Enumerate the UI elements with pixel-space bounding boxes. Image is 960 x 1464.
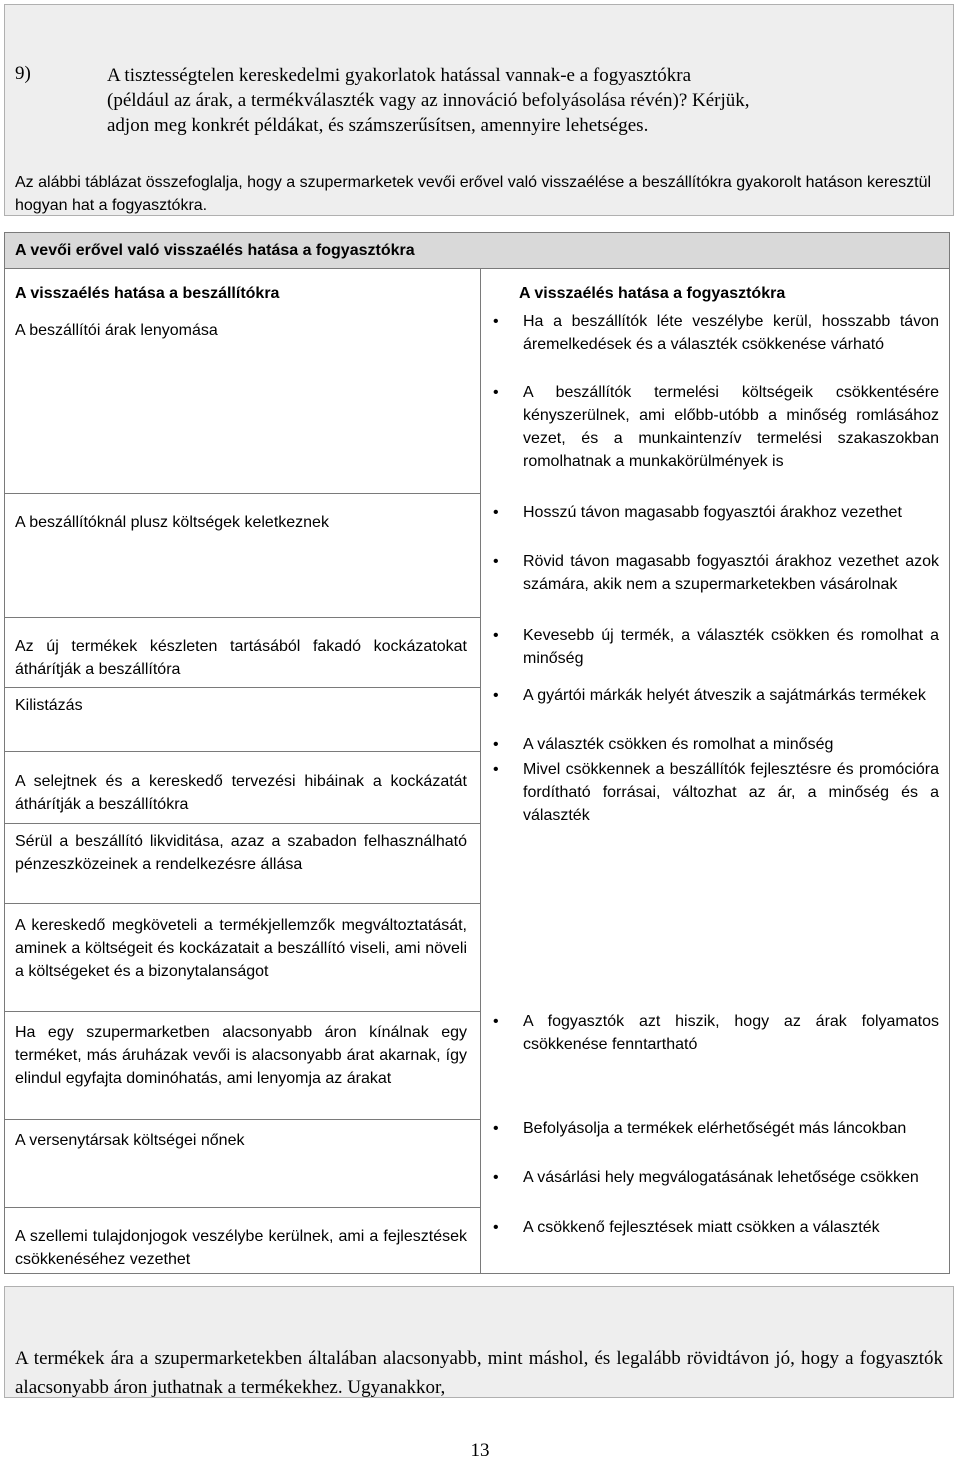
question-intro: Az alábbi táblázat összefoglalja, hogy a szupermarketek vevői erővel való visszaélése a beszállítókra gyakorolt hatáson keresztül hogyan hat a fogyasztókra.	[15, 174, 932, 214]
left-row: A kereskedő megköveteli a termékjellemzők megváltoztatását, aminek a költségeit és kockázatait a beszállító viseli, ami növeli a költségeket és a bizonytalanságot	[15, 917, 467, 980]
bullet-icon: •	[493, 384, 499, 401]
answer-text: A termékek ára a szupermarketekben általában alacsonyabb, mint máshol, és legalább rövidtávon jó, hogy a fogyasztók alacsonyabb áron juthatnak a termékekhez. Ugyanakkor,	[15, 1348, 943, 1398]
column-divider	[480, 269, 481, 1273]
left-row: A szellemi tulajdonjogok veszélybe kerülnek, ami a fejlesztések csökkenéséhez vezethet	[15, 1228, 467, 1268]
bullet-icon: •	[493, 504, 499, 521]
row-divider	[5, 903, 480, 904]
bullet-icon: •	[493, 627, 499, 644]
row-divider	[5, 493, 480, 494]
question-box	[4, 4, 954, 216]
right-bullet: A gyártói márkák helyét átveszik a sajátmárkás termékek	[523, 687, 926, 704]
question-text	[107, 63, 945, 138]
left-row: Ha egy szupermarketben alacsonyabb áron kínálnak egy terméket, más áruházak vevői is alacsonyabb árat akarnak, így elindul egyfajta dominóhatás, ami lenyomja az árakat	[15, 1024, 467, 1087]
column-header-left: A visszaélés hatása a beszállítókra	[15, 285, 280, 302]
right-bullet: Befolyásolja a termékek elérhetőségét más láncokban	[523, 1120, 907, 1137]
question-line-3: adjon meg konkrét példákat, és számszerűsítsen, amennyire lehetséges.	[107, 115, 649, 136]
bullet-icon: •	[493, 687, 499, 704]
row-divider	[5, 687, 480, 688]
bullet-icon: •	[493, 761, 499, 778]
bullet-icon: •	[493, 1219, 499, 1236]
row-divider	[5, 823, 480, 824]
bullet-icon: •	[493, 553, 499, 570]
right-bullet: A fogyasztók azt hiszik, hogy az árak folyamatos csökkenése fenntartható	[523, 1013, 939, 1053]
row-divider	[5, 1119, 480, 1120]
right-bullet: Hosszú távon magasabb fogyasztói árakhoz vezethet	[523, 504, 902, 521]
left-row: Sérül a beszállító likviditása, azaz a szabadon felhasználható pénzeszközeinek a rendelkezésre állása	[15, 833, 467, 873]
right-bullet: A vásárlási hely megválogatásának lehetősége csökken	[523, 1169, 919, 1186]
impact-table	[4, 232, 950, 1274]
row-divider	[5, 1011, 480, 1012]
right-bullet: Mivel csökkennek a beszállítók fejlesztésre és promócióra fordítható forrásai, változhat az ár, a minőség és a választék	[523, 761, 939, 824]
row-divider	[5, 1207, 480, 1208]
question-line-1: A tisztességtelen kereskedelmi gyakorlatok hatással vannak-e a fogyasztókra	[107, 65, 692, 86]
bullet-icon: •	[493, 736, 499, 753]
table-title: A vevői erővel való visszaélés hatása a fogyasztókra	[5, 233, 949, 269]
right-bullet: A beszállítók termelési költségeik csökkentésére kényszerülnek, ami előbb-utóbb a minőség romlásához vezet, és a munkaintenzív termelési szakaszokban romolhatnak a munkakörülmények is	[523, 384, 939, 470]
left-row: A beszállítói árak lenyomása	[15, 322, 218, 339]
left-row: A selejtnek és a kereskedő tervezési hibáinak a kockázatát áthárítják a beszállítókra	[15, 773, 467, 813]
page-number: 13	[470, 1440, 490, 1461]
bullet-icon: •	[493, 313, 499, 330]
bullet-icon: •	[493, 1169, 499, 1186]
right-bullet: Ha a beszállítók léte veszélybe kerül, hosszabb távon áremelkedések és a választék csökkenése várható	[523, 313, 939, 353]
left-row: A versenytársak költségei nőnek	[15, 1132, 245, 1149]
right-bullet: A választék csökken és romolhat a minőség	[523, 736, 834, 753]
bullet-icon: •	[493, 1013, 499, 1030]
left-row: Az új termékek készleten tartásából fakadó kockázatokat áthárítják a beszállítóra	[15, 638, 467, 678]
right-bullet: Kevesebb új termék, a választék csökken és romolhat a minőség	[523, 627, 939, 667]
right-bullet: A csökkenő fejlesztések miatt csökken a választék	[523, 1219, 880, 1236]
right-bullet: Rövid távon magasabb fogyasztói árakhoz vezethet azok számára, akik nem a szupermarketekben vásárolnak	[523, 553, 939, 593]
bullet-icon: •	[493, 1120, 499, 1137]
row-divider	[5, 617, 480, 618]
left-row: A beszállítóknál plusz költségek keletkeznek	[15, 514, 329, 531]
row-divider	[5, 751, 480, 752]
question-number: 9)	[15, 63, 31, 84]
question-line-2: (például az árak, a termékválaszték vagy az innováció befolyásolása révén)? Kérjük,	[107, 90, 750, 111]
left-row: Kilistázás	[15, 697, 83, 714]
column-header-right: A visszaélés hatása a fogyasztókra	[519, 285, 786, 302]
answer-box	[4, 1286, 954, 1398]
